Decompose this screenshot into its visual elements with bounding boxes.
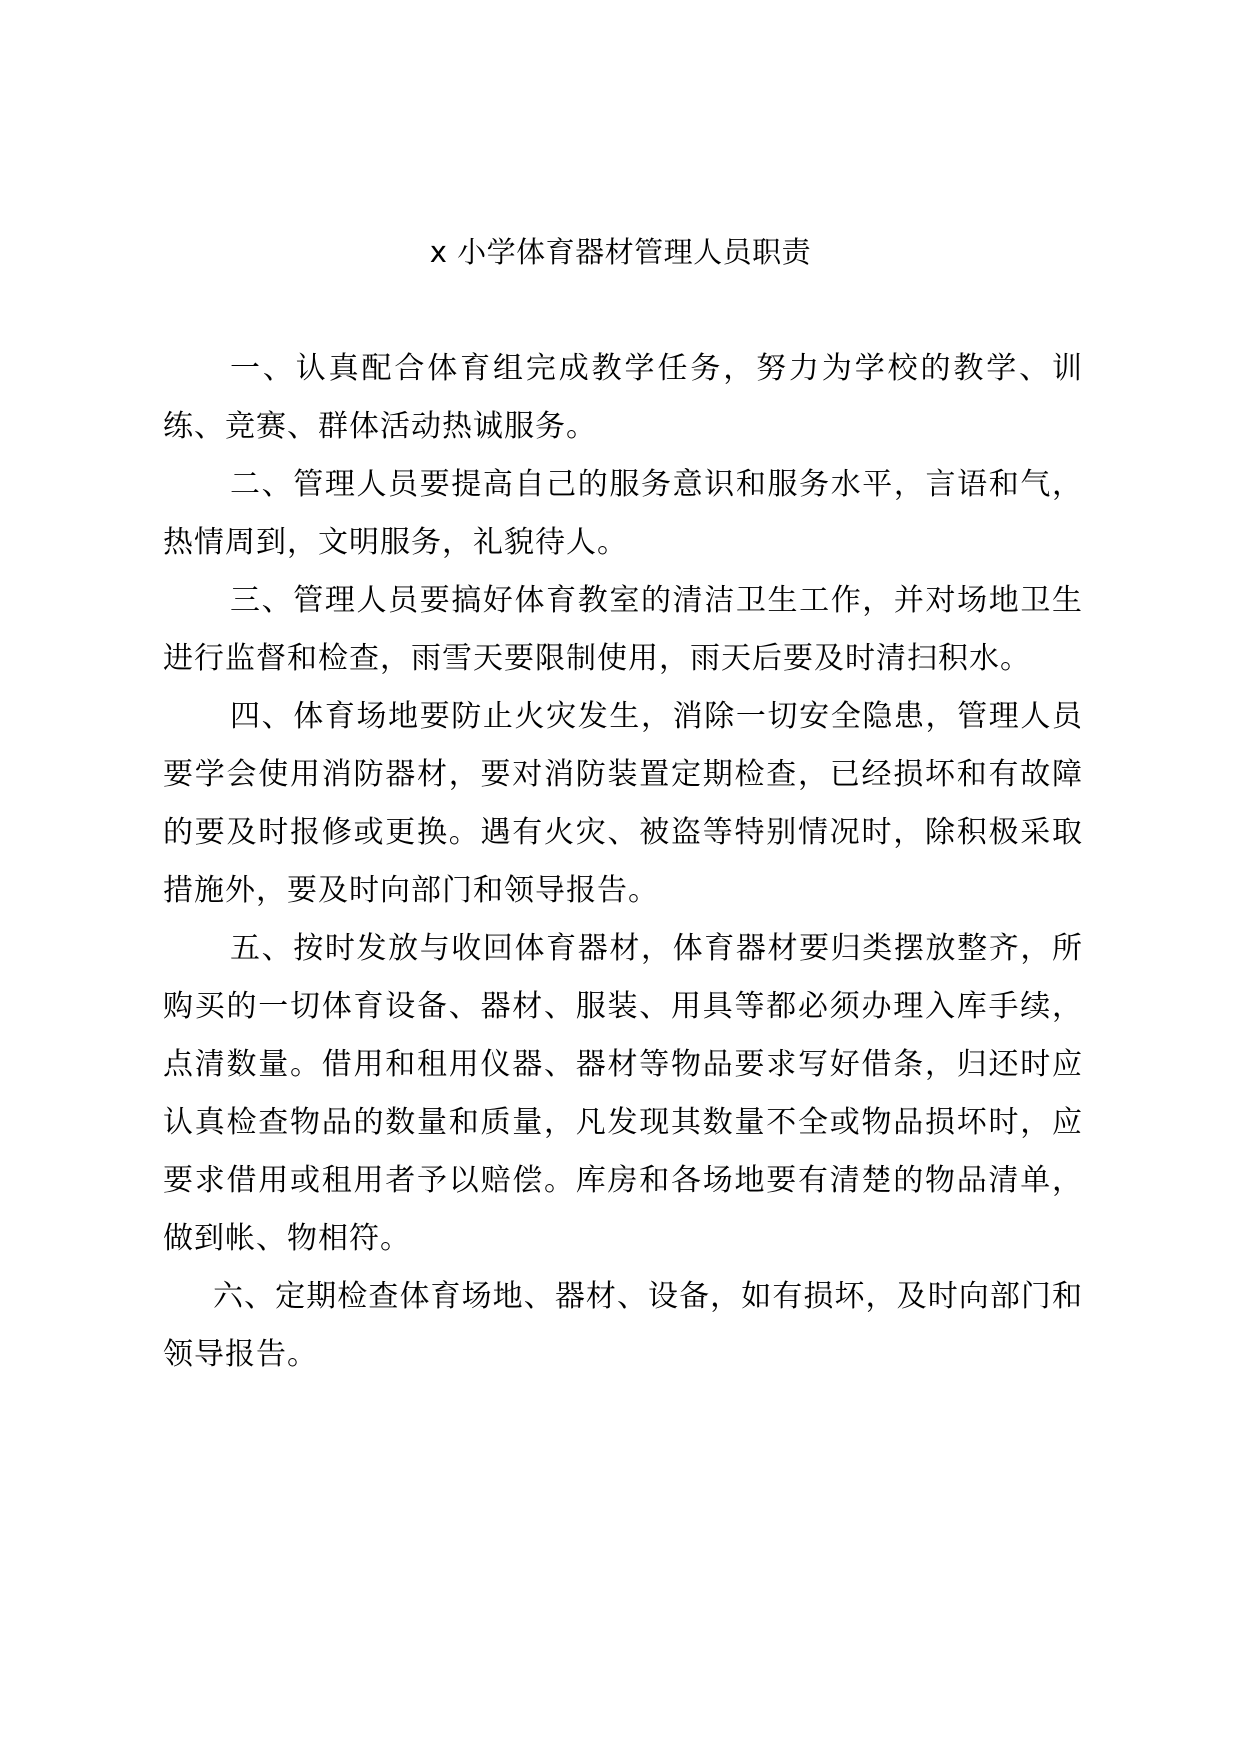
document-body <box>163 340 1083 1384</box>
paragraph-4: 四、体育场地要防止火灾发生，消除一切安全隐患，管理人员要学会使用消防器材，要对消防装置定期检查，已经损坏和有故障的要及时报修或更换。遇有火灾、被盗等特别情况时，除积极采取措施外，要及时向部门和领导报告。 <box>163 699 1083 908</box>
paragraph-1: 一、认真配合体育组完成教学任务，努力为学校的教学、训练、竞赛、群体活动热诚服务。 <box>163 351 1083 444</box>
paragraph-5: 五、按时发放与收回体育器材，体育器材要归类摆放整齐，所购买的一切体育设备、器材、服装、用具等都必须办理入库手续，点清数量。借用和租用仪器、器材等物品要求写好借条，归还时应认真检查物品的数量和质量，凡发现其数量不全或物品损坏时，应要求借用或租用者予以赔偿。库房和各场地要有清楚的物品清单，做到帐、物相符。 <box>163 931 1083 1256</box>
paragraph-3: 三、管理人员要搞好体育教室的清洁卫生工作，并对场地卫生进行监督和检查，雨雪天要限制使用，雨天后要及时清扫积水。 <box>163 583 1083 676</box>
paragraph-2: 二、管理人员要提高自己的服务意识和服务水平，言语和气，热情周到，文明服务，礼貌待人。 <box>163 467 1083 560</box>
paragraph-6: 六、定期检查体育场地、器材、设备，如有损坏，及时向部门和领导报告。 <box>163 1279 1083 1372</box>
document-title: x 小学体育器材管理人员职责 <box>429 235 812 269</box>
